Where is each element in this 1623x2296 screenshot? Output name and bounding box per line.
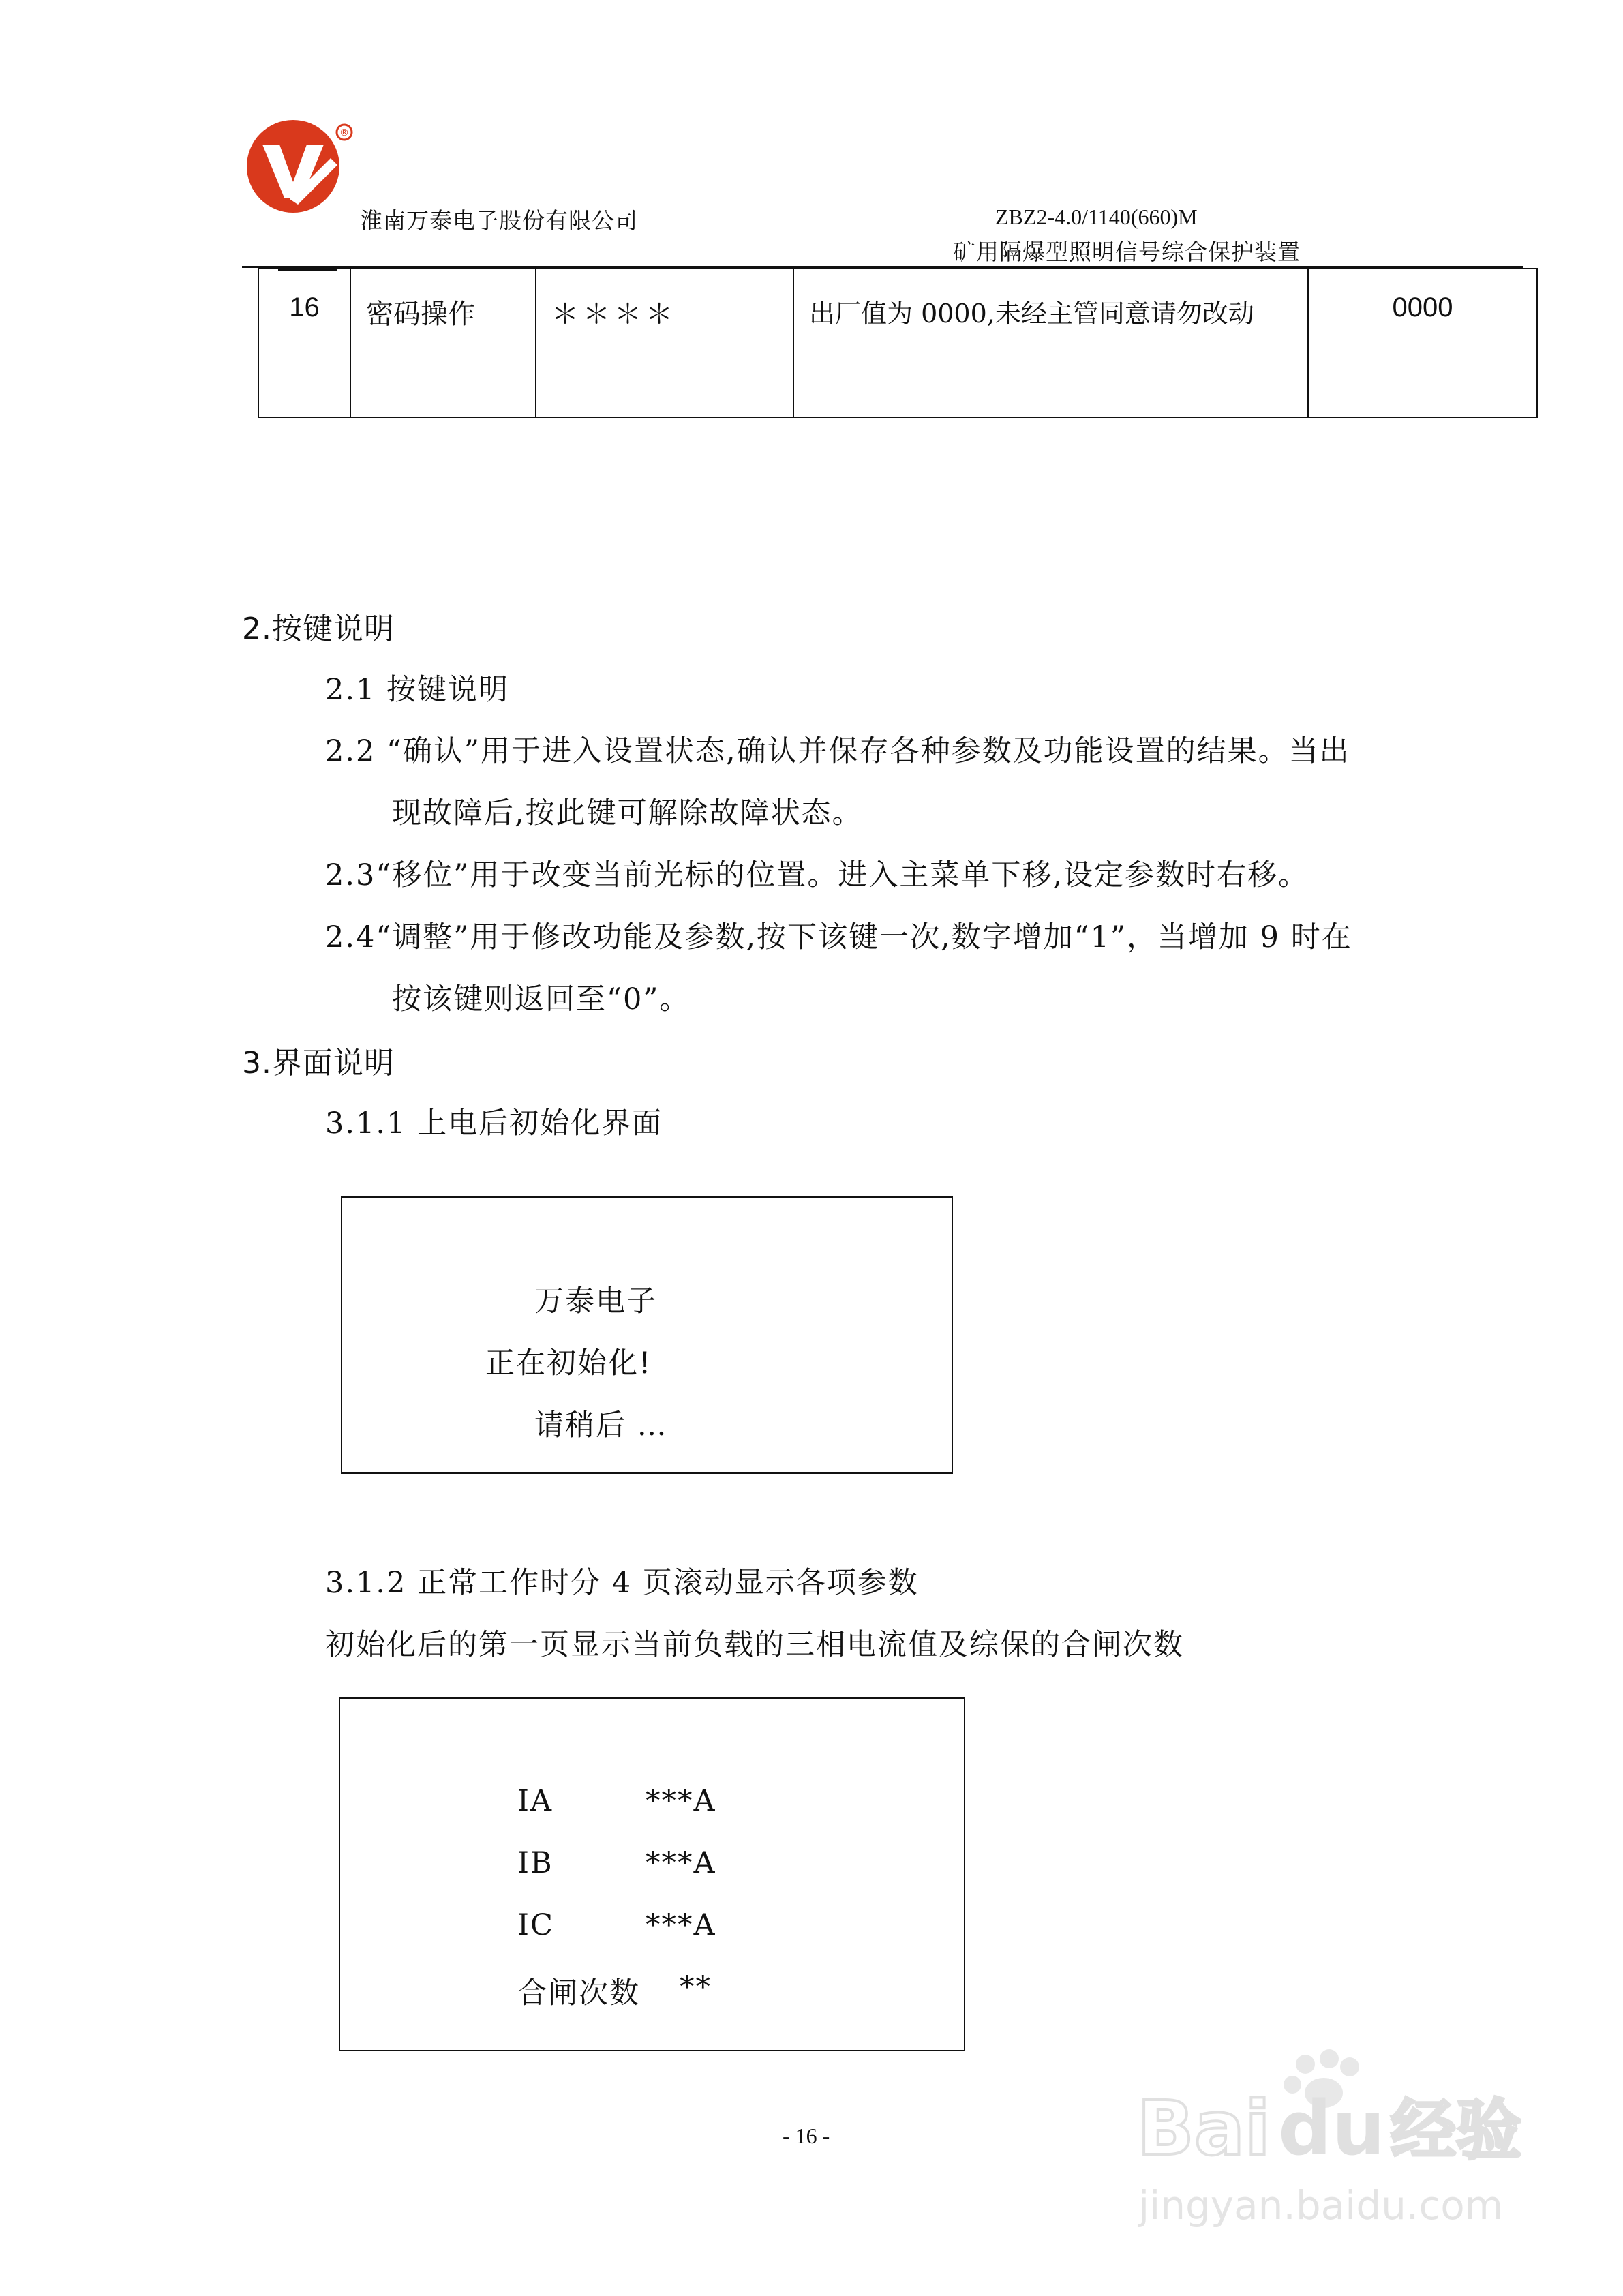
product-model: ZBZ2-4.0/1140(660)M: [995, 205, 1198, 229]
company-logo: [242, 117, 358, 220]
svg-text:jingyan.baidu.com: jingyan.baidu.com: [1138, 2182, 1504, 2229]
row-ic-value: ***A: [646, 1908, 716, 1942]
row-ib-value: ***A: [646, 1846, 716, 1880]
para-2-2-line1: 2.2 “确认”用于进入设置状态,确认并保存各种参数及功能设置的结果。当出: [325, 734, 1350, 768]
svg-text:du: du: [1278, 2085, 1386, 2172]
company-name: 淮南万泰电子股份有限公司: [360, 207, 638, 234]
para-3-1-2-desc: 初始化后的第一页显示当前负载的三相电流值及综保的合闸次数: [325, 1628, 1184, 1662]
section-keys-title: 2.按键说明: [242, 611, 395, 646]
param-note: 出厂值为 0000,未经主管同意请勿改动: [793, 269, 1308, 417]
para-3-1-2: 3.1.2 正常工作时分 4 页滚动显示各项参数: [325, 1566, 919, 1600]
page-number: - 16 -: [783, 2124, 830, 2148]
current-screen-box: [339, 1697, 965, 2051]
param-default: 0000: [1308, 269, 1537, 417]
param-name: 密码操作: [350, 269, 536, 417]
para-2-3: 2.3“移位”用于改变当前光标的位置。进入主菜单下移,设定参数时右移。: [325, 858, 1309, 892]
section-ui-title: 3.界面说明: [242, 1046, 395, 1081]
para-2-4-line1: 2.4“调整”用于修改功能及参数,按下该键一次,数字增加“1”，当增加 9 时在: [325, 920, 1352, 954]
row-close-count-value: **: [680, 1970, 712, 2004]
row-number: 16: [258, 269, 350, 417]
svg-text:Bai: Bai: [1137, 2085, 1271, 2172]
device-name: 矿用隔爆型照明信号综合保护装置: [953, 239, 1301, 265]
para-2-4-line2: 按该键则返回至“0”。: [392, 982, 691, 1016]
para-2-1: 2.1 按键说明: [325, 673, 510, 707]
row-close-count-label: 合闸次数: [517, 1976, 640, 2010]
row-ic-label: IC: [517, 1908, 554, 1942]
svg-text:经验: 经验: [1391, 2092, 1521, 2169]
table-row: [258, 269, 1537, 417]
row-ia-value: ***A: [646, 1784, 716, 1818]
init-line-brand: 万泰电子: [534, 1284, 657, 1318]
row-ib-label: IB: [517, 1846, 553, 1880]
row-ia-label: IA: [517, 1784, 553, 1818]
init-line-wait: 请稍后 …: [534, 1408, 668, 1442]
svg-text:®: ®: [339, 127, 349, 138]
baidu-watermark: [1132, 2038, 1541, 2243]
para-3-1-1: 3.1.1 上电后初始化界面: [325, 1106, 663, 1141]
init-screen-box: [341, 1196, 953, 1474]
parameter-table: [258, 268, 1538, 418]
para-2-2-line2: 现故障后,按此键可解除故障状态。: [392, 796, 863, 830]
init-line-initializing: 正在初始化!: [485, 1346, 652, 1380]
param-value: ＊＊＊＊: [536, 269, 793, 417]
